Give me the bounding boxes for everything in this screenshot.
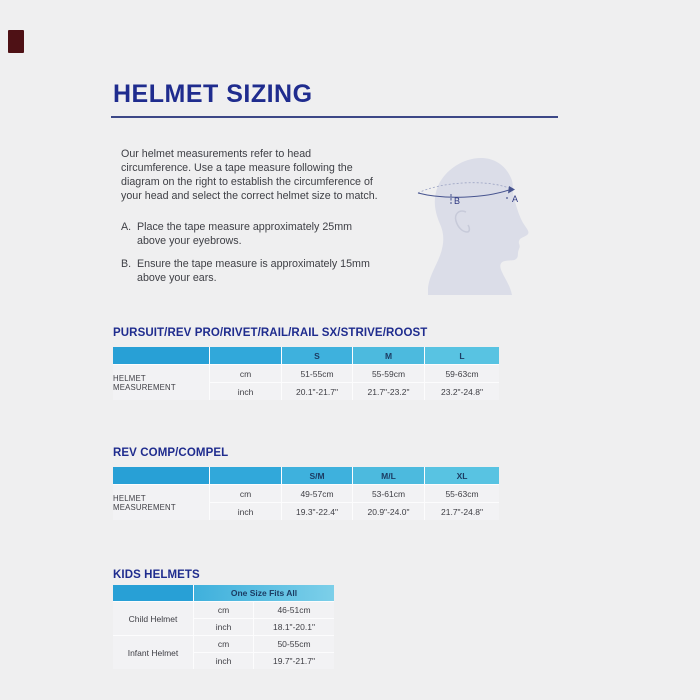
value-cell: 46-51cm — [254, 602, 334, 618]
size-column-header: M/L — [353, 467, 424, 484]
instruction-item-a — [121, 220, 431, 248]
label-b: B — [454, 196, 461, 206]
unit-cell: cm — [194, 602, 253, 618]
sizing-table-adult-2 — [113, 467, 499, 520]
table-heading-kids: KIDS HELMETS — [113, 569, 200, 581]
paragraph-line: diagram on the right to establish the circumference of — [121, 176, 373, 188]
value-cell: 23.2"-24.8" — [425, 383, 499, 400]
item-text: Ensure the tape measure is approximately 15mm above your ears. — [137, 258, 370, 284]
sizing-table-kids — [113, 585, 334, 669]
value-cell: 55-59cm — [353, 365, 424, 382]
header-spacer-cell — [210, 347, 281, 364]
value-cell: 53-61cm — [353, 485, 424, 502]
header-spacer-cell — [210, 467, 281, 484]
size-column-header: S — [282, 347, 352, 364]
page-title: HELMET SIZING — [113, 80, 313, 108]
value-cell: 18.1"-20.1" — [254, 619, 334, 635]
value-cell: 59-63cm — [425, 365, 499, 382]
value-cell: 19.7"-21.7" — [254, 653, 334, 669]
value-cell: 20.1"-21.7" — [282, 383, 352, 400]
row-label-cell: HELMET MEASUREMENT — [113, 485, 209, 520]
unit-cell: inch — [194, 619, 253, 635]
point-a-dot — [506, 197, 508, 199]
row-label-cell: Infant Helmet — [113, 636, 193, 669]
value-cell: 20.9"-24.0" — [353, 503, 424, 520]
item-text: Place the tape measure approximately 25mm above your eyebrows. — [137, 221, 353, 247]
size-column-header: M — [353, 347, 424, 364]
item-marker: B. — [121, 258, 132, 270]
one-size-header: One Size Fits All — [194, 585, 334, 601]
unit-cell: inch — [210, 503, 281, 520]
value-cell: 49-57cm — [282, 485, 352, 502]
header-spacer-cell — [113, 347, 209, 364]
unit-cell: inch — [194, 653, 253, 669]
unit-cell: cm — [210, 365, 281, 382]
intro-paragraph — [121, 147, 431, 203]
corner-red-mark — [8, 30, 24, 53]
label-a: A — [512, 194, 519, 204]
value-cell: 19.3"-22.4" — [282, 503, 352, 520]
value-cell: 55-63cm — [425, 485, 499, 502]
table-heading-adult-2: REV COMP/COMPEL — [113, 447, 229, 459]
table-heading-adult-1: PURSUIT/REV PRO/RIVET/RAIL/RAIL SX/STRIVE/ROOST — [113, 327, 428, 339]
header-spacer-cell — [113, 467, 209, 484]
value-cell: 50-55cm — [254, 636, 334, 652]
row-label-cell: Child Helmet — [113, 602, 193, 635]
value-cell: 21.7"-23.2" — [353, 383, 424, 400]
header-spacer-cell — [113, 585, 193, 601]
instruction-item-b — [121, 257, 431, 285]
head-measurement-diagram — [415, 132, 535, 297]
item-marker: A. — [121, 221, 132, 233]
unit-cell: cm — [194, 636, 253, 652]
unit-cell: cm — [210, 485, 281, 502]
size-column-header: S/M — [282, 467, 352, 484]
head-silhouette — [428, 158, 528, 295]
size-column-header: L — [425, 347, 499, 364]
sizing-table-adult-1 — [113, 347, 499, 400]
value-cell: 21.7"-24.8" — [425, 503, 499, 520]
paragraph-line: your head and select the correct helmet size to match. — [121, 190, 378, 202]
title-divider — [111, 116, 558, 118]
unit-cell: inch — [210, 383, 281, 400]
size-column-header: XL — [425, 467, 499, 484]
paragraph-line: Our helmet measurements refer to head — [121, 148, 312, 160]
value-cell: 51-55cm — [282, 365, 352, 382]
paragraph-line: circumference. Use a tape measure following the — [121, 162, 353, 174]
intro-text — [121, 147, 431, 285]
row-label-cell: HELMET MEASUREMENT — [113, 365, 209, 400]
